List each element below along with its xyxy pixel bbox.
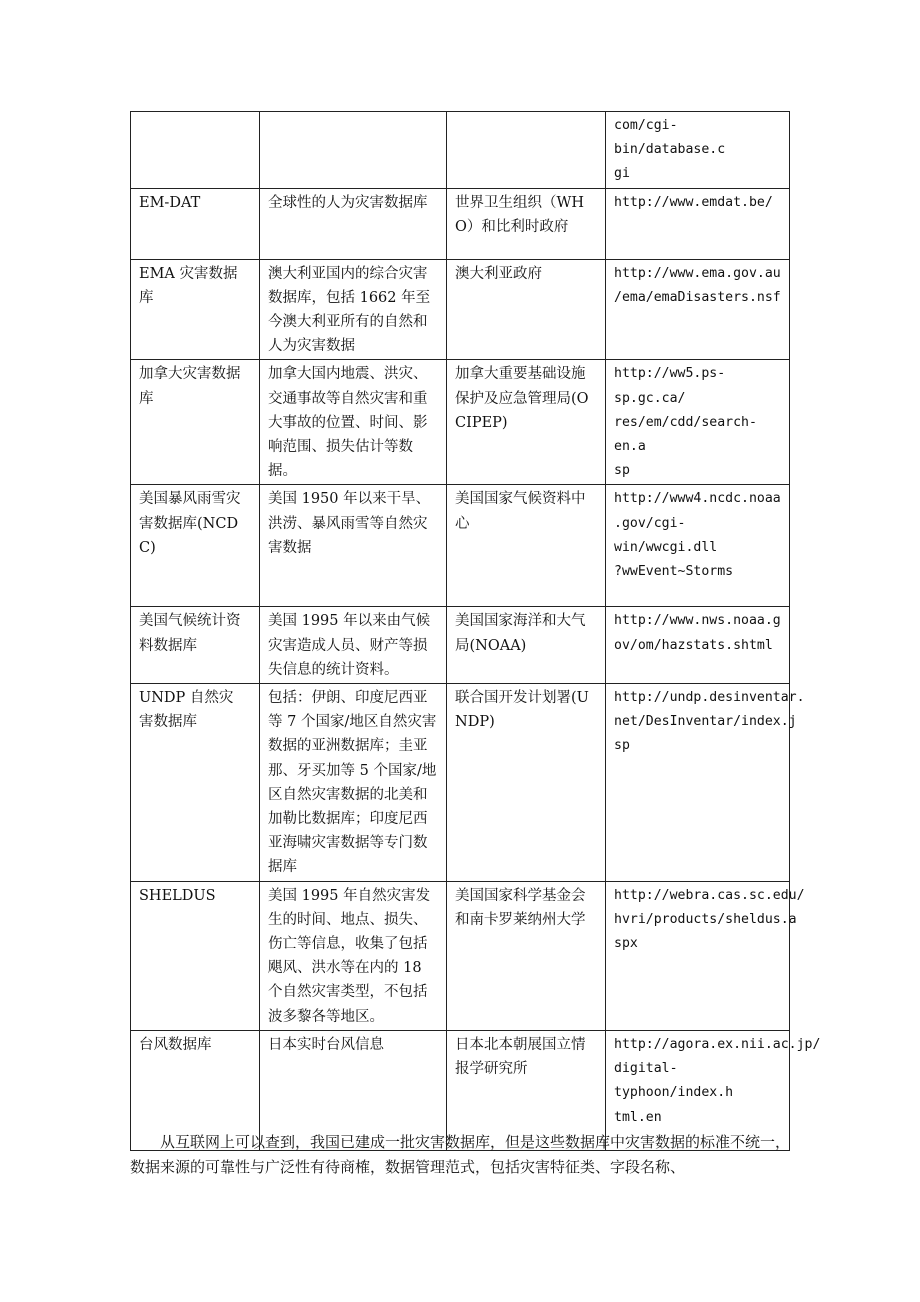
- database-description-cell: 美国 1995 年以来由气候灾害造成人员、财产等损失信息的统计资料。: [260, 607, 447, 684]
- database-name-cell: [131, 112, 260, 189]
- disaster-database-table: [130, 111, 821, 1151]
- database-name-cell: EMA 灾害数据库: [131, 259, 260, 360]
- database-name-cell: UNDP 自然灾 害数据库: [131, 684, 260, 882]
- database-name-cell: 台风数据库: [131, 1030, 260, 1150]
- database-url-cell[interactable]: http://undp.desinventar. net/DesInventar/index.j sp: [606, 684, 790, 882]
- database-description-cell: 日本实时台风信息: [260, 1030, 447, 1150]
- database-description-cell: 全球性的人为灾害数据库: [260, 188, 447, 259]
- database-description-cell: 加拿大国内地震、洪灾、交通事故等自然灾害和重大事故的位置、时间、影响范围、损失估计等数据。: [260, 360, 447, 485]
- database-url-cell[interactable]: http://www.emdat.be/: [606, 188, 790, 259]
- database-organization-cell: 世界卫生组织（WHO）和比利时政府: [447, 188, 606, 259]
- database-organization-cell: [447, 112, 606, 189]
- database-organization-cell: 澳大利亚政府: [447, 259, 606, 360]
- database-url-cell[interactable]: http://agora.ex.nii.ac.jp/ digital-typhoon/index.h tml.en: [606, 1030, 790, 1150]
- database-url-cell[interactable]: com/cgi-bin/database.c gi: [606, 112, 790, 189]
- database-url-cell[interactable]: http://www.nws.noaa.g ov/om/hazstats.shtml: [606, 607, 790, 684]
- database-name-cell: 美国气候统计资 料数据库: [131, 607, 260, 684]
- database-description-cell: [260, 112, 447, 189]
- database-description-cell: 美国 1950 年以来干旱、洪涝、暴风雨雪等自然灾害数据: [260, 485, 447, 607]
- database-description-cell: 澳大利亚国内的综合灾害数据库，包括 1662 年至今澳大利亚所有的自然和人为灾害数据: [260, 259, 447, 360]
- database-organization-cell: 美国国家海洋和大气局(NOAA): [447, 607, 606, 684]
- database-organization-cell: 美国国家科学基金会和南卡罗莱纳州大学: [447, 881, 606, 1030]
- database-description-cell: 包括：伊朗、印度尼西亚等 7 个国家/地区自然灾害数据的亚洲数据库；圭亚那、牙买加等 5 个国家/地区自然灾害数据的北美和加勒比数据库；印度尼西亚海啸灾害数据等专门数据库: [260, 684, 447, 882]
- database-organization-cell: 美国国家气候资料中心: [447, 485, 606, 607]
- table-row: [131, 112, 790, 189]
- body-paragraph: 从互联网上可以查到，我国已建成一批灾害数据库，但是这些数据库中灾害数据的标准不统一，数据来源的可靠性与广泛性有待商榷，数据管理范式，包括灾害特征类、字段名称、: [130, 1133, 791, 1176]
- table-row: [131, 607, 790, 684]
- database-organization-cell: 联合国开发计划署(UNDP): [447, 684, 606, 882]
- table-row: [131, 259, 790, 360]
- database-name-cell: EM-DAT: [131, 188, 260, 259]
- database-name-cell: 美国暴风雨雪灾害数据库(NCDC): [131, 485, 260, 607]
- database-organization-cell: 日本北本朝展国立情报学研究所: [447, 1030, 606, 1150]
- table-row: [131, 360, 790, 485]
- database-url-cell[interactable]: http://www.ema.gov.au /ema/emaDisasters.nsf: [606, 259, 790, 360]
- database-description-cell: 美国 1995 年自然灾害发生的时间、地点、损失、伤亡等信息，收集了包括飓风、洪水等在内的 18 个自然灾害类型，不包括波多黎各等地区。: [260, 881, 447, 1030]
- table-row: [131, 485, 790, 607]
- database-name-cell: SHELDUS: [131, 881, 260, 1030]
- table-row: [131, 881, 790, 1030]
- database-url-cell[interactable]: http://webra.cas.sc.edu/ hvri/products/sheldus.a spx: [606, 881, 790, 1030]
- table-row: [131, 684, 790, 882]
- database-url-cell[interactable]: http://www4.ncdc.noaa .gov/cgi-win/wwcgi.dll ?wwEvent~Storms: [606, 485, 790, 607]
- database-organization-cell: 加拿大重要基础设施保护及应急管理局(OCIPEP): [447, 360, 606, 485]
- table-row: [131, 188, 790, 259]
- database-url-cell[interactable]: http://ww5.ps-sp.gc.ca/ res/em/cdd/search-en.a sp: [606, 360, 790, 485]
- database-name-cell: 加拿大灾害数据库: [131, 360, 260, 485]
